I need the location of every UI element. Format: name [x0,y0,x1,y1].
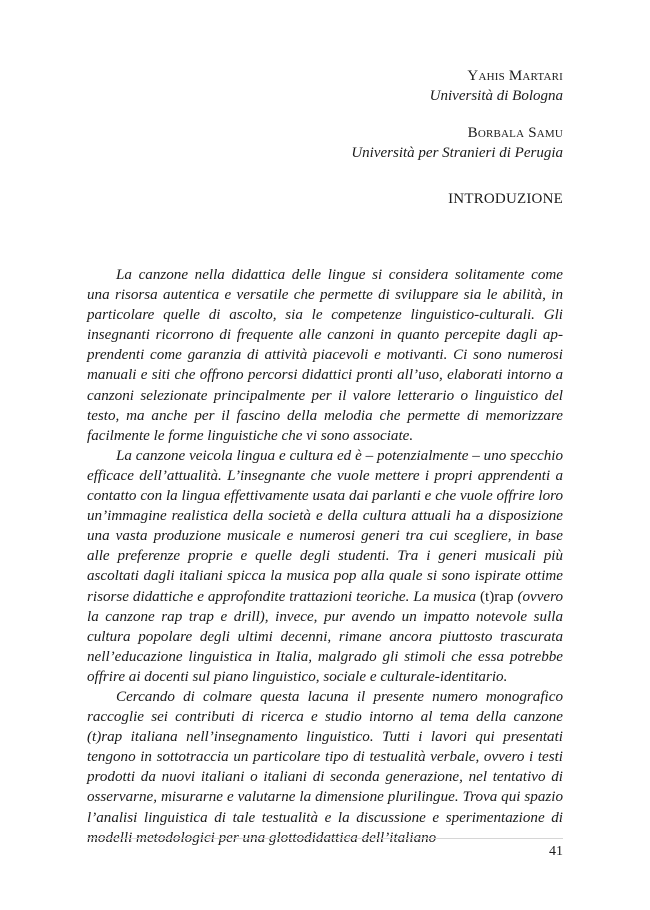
author-affiliation: Università per Stranieri di Perugia [351,145,563,161]
paragraph-1: La canzone nella didattica delle lingue si considera solitamente come una risorsa autentica e versatile che permette di sviluppare sia le abilità, in particolare quelle di ascolto, sia le competenze linguistico-culturali. Gli insegnanti ricorrono di frequente alle canzoni in quanto percepite dagli apprendenti come garanzia di attività piacevoli e motivanti. Ci sono numerosi manuali e siti che offrono percorsi didattici pronti all’uso, elaborati intorno a canzoni selezionate principalmente per il valore letterario o linguistico del testo, ma anche per il fascino della melodia che permette di memorizzare facilmente le forme linguistiche che vi sono associate. [87,267,563,444]
paragraph-3: Cercando di colmare questa lacuna il presente numero monografico raccoglie sei contributi di ricerca e studio intorno al tema della canzone (t)rap italiana nell’insegnamento linguistico. Tutti i lavori qui presentati tengono in sottotraccia un particolare tipo di testualità verbale, ovvero i testi prodotti da nuovi italiani o italiani di seconda generazione, nel tentativo di osservarne, misurarne e valutarne la dimensione plurilingue. Trova qui spazio l’analisi linguistica di tale testualità e la discussione e sperimentazione di modelli metodologici per una glottodidattica dell’italiano [87,688,563,846]
paragraph-2-text-a: La canzone veicola lingua e cultura ed è – potenzialmente – uno specchio efficace dell’attualità. L’insegnante che vuole mettere i propri apprendenti a contatto con la lingua effettivamente usata dai parlanti e che vuole offrire loro un’immagine realistica della società e della cultura attuali ha a disposizione una vasta produzione musicale e numerosi generi tra cui scegliere, in base alle preferenze proprie e quelle degli studenti. Tra i generi musicali più ascoltati dagli italiani spicca la musica pop alla quale si sono ispirate ottime risorse didattiche e approfondite trattazioni teoriche. La musica [87,447,563,605]
author-block [351,123,563,163]
footer-divider [87,838,563,839]
page-number: 41 [549,844,563,859]
section-title: INTRODUZIONE [448,191,563,207]
trap-term: (t)rap [479,588,514,605]
body-text [87,265,563,848]
paragraph-2-text-b: (ovvero la canzone rap trap e drill), invece, pur avendo un impatto notevole sulla cultura popolare degli ultimi decenni, rimane ancora piuttosto trascurata nell’educazione linguistica in Italia, malgrado gli stimoli che essa potrebbe offrire ai docenti sul piano linguistico, sociale e culturale-identitario. [87,588,563,685]
author-affiliation: Università di Bologna [429,88,563,104]
author-list [351,66,563,180]
paragraph-2 [87,446,563,687]
author-name: Yahis Martari [467,68,563,84]
author-name: Borbala Samu [467,125,563,141]
author-block [351,66,563,106]
